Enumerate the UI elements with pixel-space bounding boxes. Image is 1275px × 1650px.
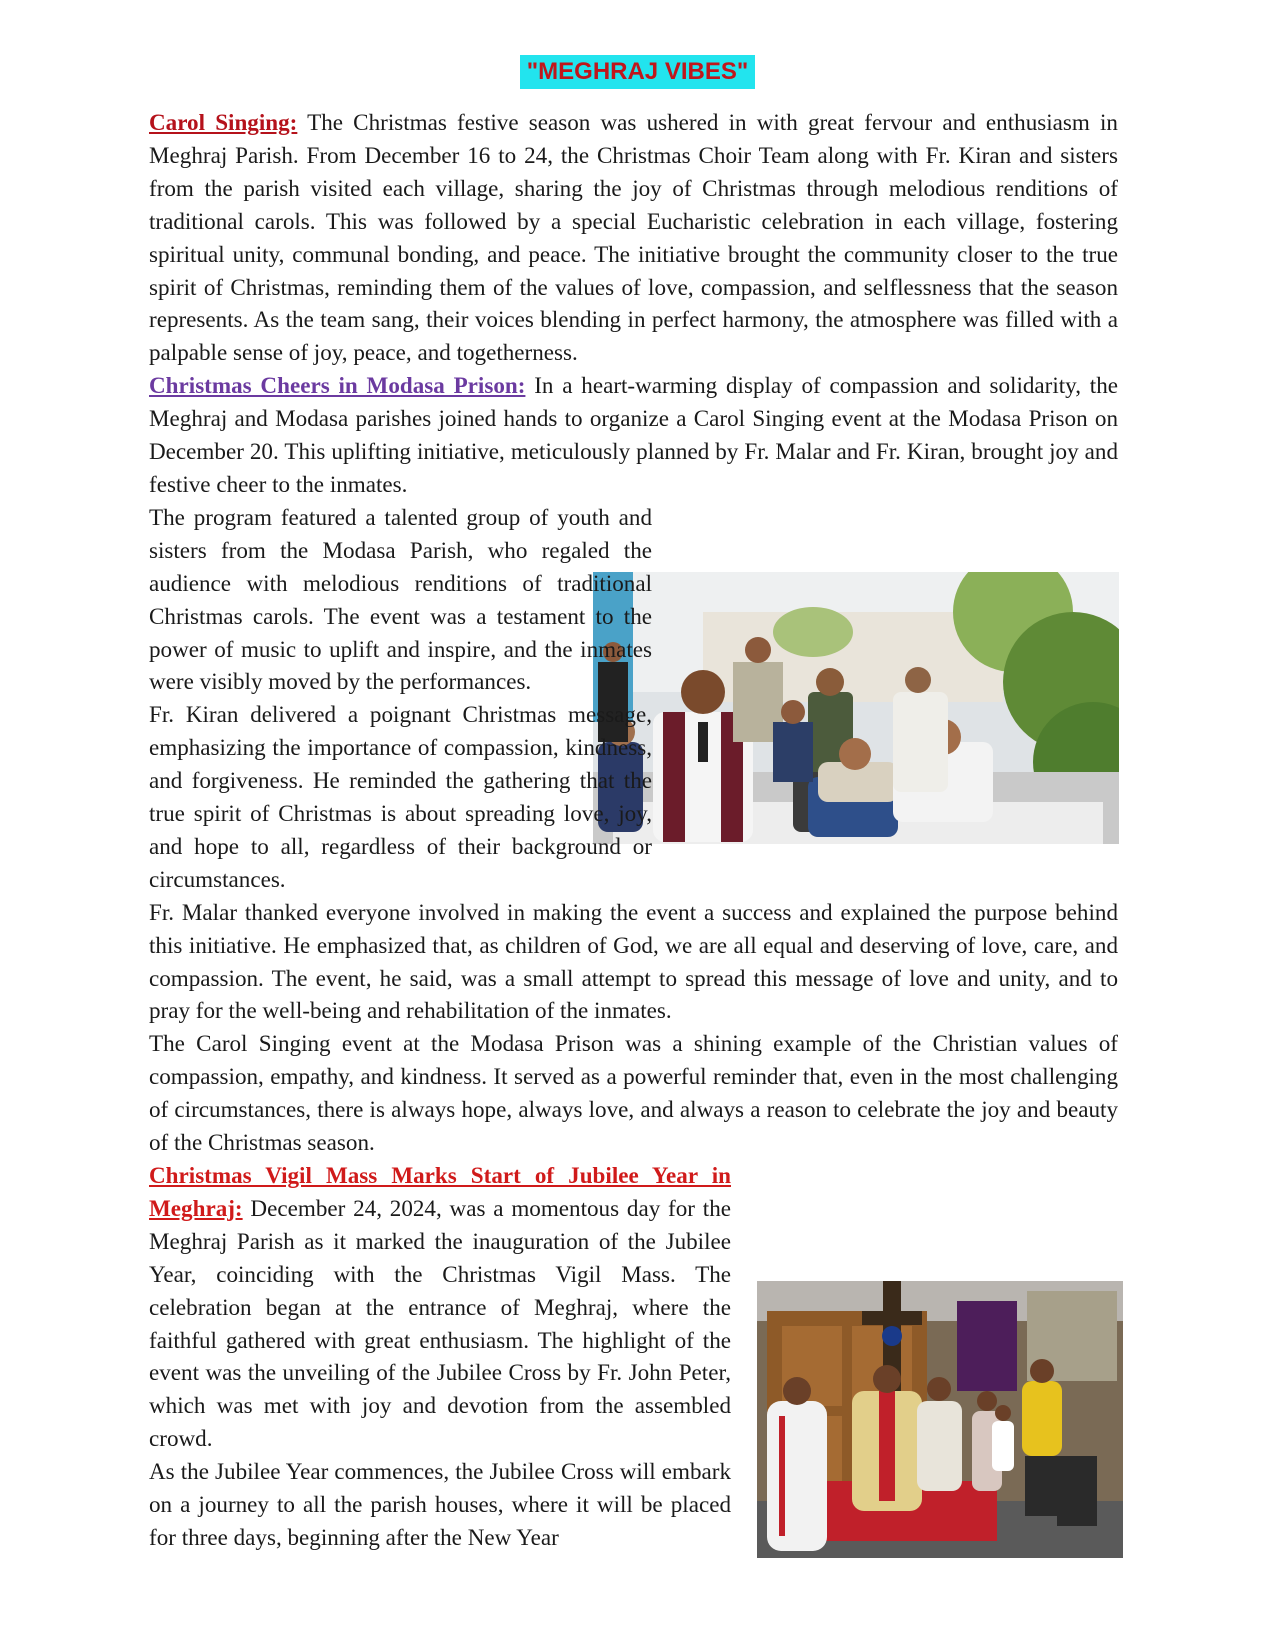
prison-paragraph-2 bbox=[149, 501, 1118, 698]
page-title: "MEGHRAJ VIBES" bbox=[520, 55, 755, 89]
carol-heading: Carol Singing: bbox=[149, 109, 298, 135]
carol-text: The Christmas festive season was ushered in with great fervour and enthusiasm in Meghraj Parish. From December 16 to 24, the Christmas Choir Team along with Fr. Kiran and sisters from the parish visited each village, sharing the joy of Christmas through melodious renditions of traditional carols. This was followed by a special Eucharistic celebration in each village, fostering spiritual unity, communal bonding, and peace. The initiative brought the community closer to the true spirit of Christmas, reminding them of the values of love, compassion, and selflessness that the season represents. As the team sang, their voices blending in perfect harmony, the atmosphere was filled with a palpable sense of joy, peace, and togetherness. bbox=[149, 109, 1118, 366]
prison-text-5: The Carol Singing event at the Modasa Prison was a shining example of the Christian values of compassion, empathy, and kindness. It served as a powerful reminder that, even in the most challenging of circumstances, there is always hope, always love, and always a reason to celebrate the joy and beauty of the Christmas season. bbox=[149, 1030, 1118, 1156]
title-container bbox=[0, 55, 1275, 89]
article-body bbox=[149, 106, 1118, 1554]
carol-paragraph bbox=[149, 106, 1118, 369]
prison-paragraph-1 bbox=[149, 369, 1118, 501]
jubilee-paragraph-1 bbox=[149, 1159, 1118, 1455]
prison-paragraph-4 bbox=[149, 896, 1118, 1028]
prison-text-4: Fr. Malar thanked everyone involved in making the event a success and explained the purpose behind this initiative. He emphasized that, as children of God, we are all equal and deserving of love, care, and compassion. The event, he said, was a small attempt to spread this message of love and unity, and to pray for the well-being and rehabilitation of the inmates. bbox=[149, 898, 1118, 1024]
photo-float-spacer-2 bbox=[749, 1225, 1118, 1515]
jubilee-text-2: As the Jubilee Year commences, the Jubilee Cross will embark on a journey to all the parish houses, where it will be placed for three days, beginning after the New Year bbox=[149, 1458, 731, 1550]
prison-text-1: In a heart-warming display of compassion and solidarity, the Meghraj and Modasa parishes joined hands to organize a Carol Singing event at the Modasa Prison on December 20. This uplifting initiative, meticulously planned by Fr. Malar and Fr. Kiran, brought joy and festive cheer to the inmates. bbox=[149, 372, 1118, 497]
jubilee-heading: Christmas Vigil Mass Marks Start of Jubilee Year in Meghraj: bbox=[149, 1162, 731, 1221]
jubilee-text-1: December 24, 2024, was a momentous day for the Meghraj Parish as it marked the inauguration of the Jubilee Year, coinciding with the Christmas Vigil Mass. The celebration began at the entrance of Meghraj, where the faithful gathered with great enthusiasm. The highlight of the event was the unveiling of the Jubilee Cross by Fr. John Peter, which was met with joy and devotion from the assembled crowd. bbox=[149, 1194, 731, 1452]
prison-heading: Christmas Cheers in Modasa Prison: bbox=[149, 372, 526, 399]
prison-text-3: Fr. Kiran delivered a poignant Christmas message, emphasizing the importance of compassion, kindness, and forgiveness. He reminded the gathering that the true spirit of Christmas is about spreading love, joy, and hope to all, regardless of their background or circumstances. bbox=[149, 701, 652, 892]
prison-paragraph-5 bbox=[149, 1027, 1118, 1159]
photo-float-spacer-1 bbox=[670, 533, 1118, 831]
prison-text-2: The program featured a talented group of youth and sisters from the Modasa Parish, who regaled the audience with melodious renditions of traditional Christmas carols. The event was a testament to the power of music to uplift and inspire, and the inmates were visibly moved by the performances. bbox=[149, 503, 652, 695]
